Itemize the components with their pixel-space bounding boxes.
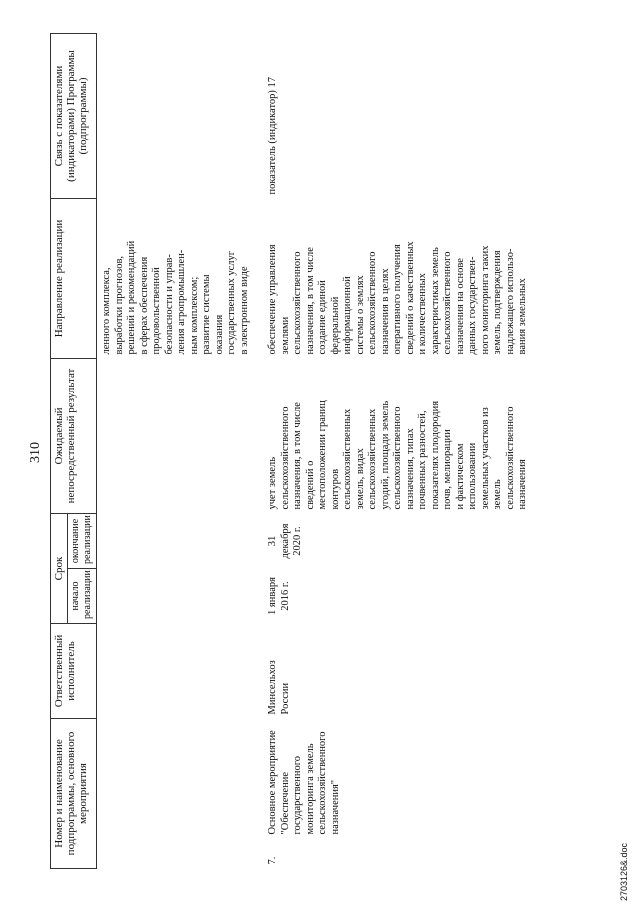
row-name: Основное мероприятие "Обеспечение государственного мониторинга земель сельскохозяйственного назначения" [267, 730, 341, 835]
row-number: 7. [267, 856, 278, 865]
row-indicator-link: показатель (индикатор) 17 [267, 76, 278, 195]
row-executor: Минсельхоз России [267, 660, 291, 715]
header-row [51, 34, 68, 869]
header-indicator-link: Связь с показателями (индикаторами) Программы (подпрограммы) [51, 34, 97, 199]
continuation-direction: ленного комплекса, выработки прогнозов, решений и рекомендаций в сферах обеспечения продовольственной безопасности и управ- ления агропромышлен- ным комплексом; развитие системы оказания государственных услуг в электронном виде [101, 240, 250, 355]
row-result: учет земель сельскохозяйственного назначения, в том числе сведений о местоположении границ контуров сельскохозяйственных земель, видах сельскохозяйственных угодий, площади земель сельскохозяйственного назначения, типах почвенных разностей, показателях плодородия почв, мелиорации и фактическом использовании земельных участков из земель сельскохозяйственного назначения [267, 400, 528, 510]
header-executor: Ответственный исполнитель [51, 624, 97, 719]
page-number: 310 [28, 442, 43, 463]
row-direction: обеспечение управления землями сельскохозяйственного назначения, в том числе создание единой федеральной информационной системы о землях сельскохозяйственного назначения в целях оперативного получения сведений о качественных и количественных характеристиках земель сельскохозяйственного назначения на основе данных государствен- ного мониторинга таких земель, подтверждения надлежащего использо- вания земельных [267, 241, 528, 355]
table-row [257, 34, 532, 869]
header-result: Ожидаемый непосредственный результат [51, 359, 97, 514]
header-number-name: Номер и наименование подпрограммы, основного мероприятия [51, 719, 97, 869]
continuation-row [97, 34, 258, 869]
header-end: окончание реализации [68, 514, 97, 569]
program-table [50, 33, 532, 869]
header-start: начало реализации [68, 569, 97, 624]
row-start: 1 января 2016 г. [267, 577, 291, 615]
header-term: Срок [51, 514, 68, 624]
row-end: 31 декабря 2020 г. [267, 523, 303, 559]
header-direction: Направление реализации [51, 199, 97, 359]
row-name-cell [257, 719, 532, 869]
document-footer: 2703126&.doc [619, 842, 629, 901]
